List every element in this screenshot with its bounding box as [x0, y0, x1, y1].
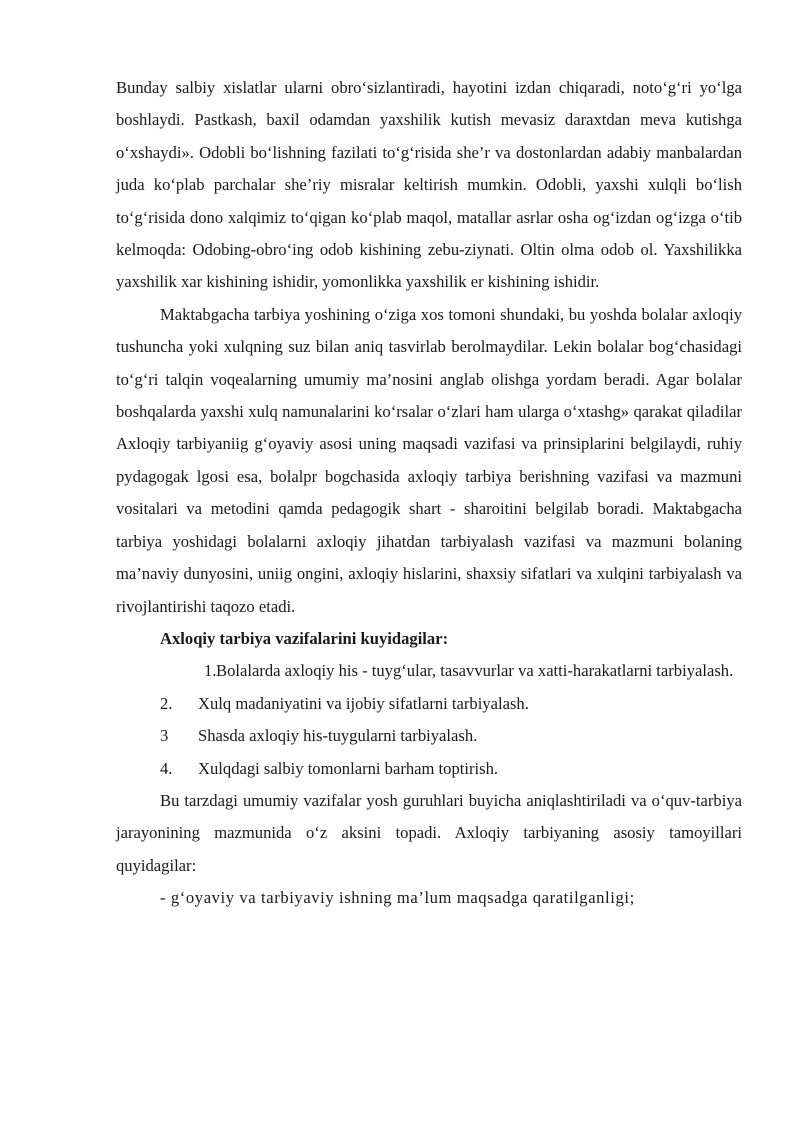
list-text: Xulqdagi salbiy tomonlarni barham toptirish. [198, 758, 499, 778]
list-text: Shasda axloqiy his-tuygularni tarbiyalash. [198, 726, 478, 746]
list-text: Xulq madaniyatini va ijobiy sifatlarni tarbiyalash. [198, 693, 529, 713]
list-number: 3 [160, 726, 169, 746]
list-item [116, 753, 742, 785]
section-heading: Axloqiy tarbiya vazifalarini kuyidagilar: [160, 628, 449, 648]
principle-item: - g‘oyaviy va tarbiyaviy ishning ma’lum maqsadga qaratilganligi; [160, 888, 635, 908]
list-number: 4. [160, 758, 173, 778]
list-number: 2. [160, 693, 173, 713]
list-item [116, 688, 742, 720]
document-page [116, 72, 742, 915]
list-number: 1. [204, 661, 217, 681]
list-item [116, 720, 742, 752]
paragraph-preschool: Maktabgacha tarbiya yoshining o‘ziga xos tomoni shundaki, bu yoshda bolalar axloqiy tushuncha yoki xulqning suz bilan aniq tasvirlab berolmaydilar. Lekin bolalar bog‘chasidagi to‘g‘ri talqin voqealarning umumiy ma’nosini anglab olishga yordam beradi. Agar bolalar boshqalarda yaxshi xulq namunalarini ko‘rsalar o‘zlari ham ularga o‘xtashg» qarakat qiladilar Axloqiy tarbiyaniig g‘oyaviy asosi uning maqsadi vazifasi va prinsiplarini belgilaydi, ruhiy pydagogak lgosi esa, bolalpr bogchasida axloqiy tarbiya berishning vazifasi va mazmuni vositalari va metodini qamda pedagogik shart - sharoitini belgilab boradi. Maktabgacha tarbiya yoshidagi bolalarni axloqiy jihatdan tarbiyalash vazifasi va mazmuni bolaning ma’naviy dunyosini, uniig ongini, axloqiy hislarini, shaxsiy sifatlari va xulqini tarbiyalash va rivojlantirishi taqozo etadi. [116, 304, 742, 616]
paragraph-principles: Bu tarzdagi umumiy vazifalar yosh guruhlari buyicha aniqlashtiriladi va o‘quv-tarbiya jarayonining mazmunida o‘z aksini topadi. Axloqiy tarbiyaning asosiy tamoyillari quyidagilar: [116, 790, 742, 875]
list-text: Bolalarda axloqiy his - tuyg‘ular, tasavvurlar va xatti-harakatlarni tarbiyalash. [216, 661, 734, 681]
paragraph-intro: Bunday salbiy xislatlar ularni obro‘sizlantiradi, hayotini izdan chiqaradi, noto‘g‘ri yo‘lga boshlaydi. Pastkash, baxil odamdan yaxshilik kutish mevasiz daraxtdan meva kutishga o‘xshaydi». Odobli bo‘lishning fazilati to‘g‘risida she’r va dostonlardan adabiy manbalardan juda ko‘plab parchalar she’riy misralar keltirish mumkin. Odobli, yaxshi xulqli bo‘lish to‘g‘risida dono xalqimiz to‘qigan ko‘plab maqol, matallar asrlar osha og‘izdan og‘izga o‘tib kelmoqda: Odobing-obro‘ing odob kishining zebu-ziynati. Oltin olma odob ol. Yaxshilikka yaxshilik xar kishining ishidir, yomonlikka yaxshilik er kishining ishidir. [116, 78, 742, 292]
list-item [116, 655, 742, 687]
